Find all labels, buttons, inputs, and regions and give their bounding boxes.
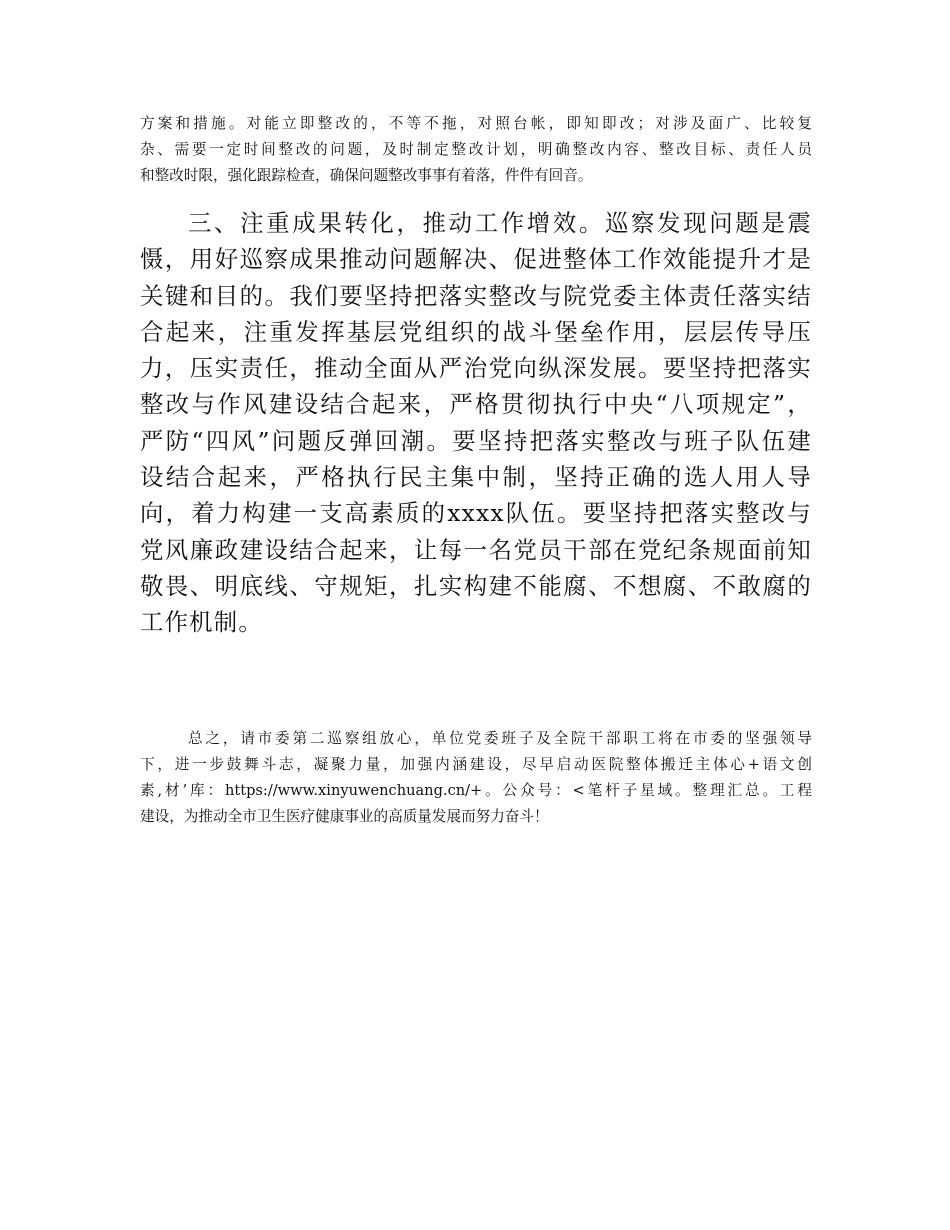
text-line: 党风廉政建设结合起来，让每一名党员干部在党纪条规面前知 [140, 535, 812, 564]
text-line: 杂、需要一定时间整改的问题，及时制定整改计划，明确整改内容、整改目标、责任人员 [140, 141, 812, 158]
text-line: 严防“四风”问题反弹回潮。要坚持把落实整改与班子队伍建 [140, 426, 812, 455]
text-line: 三、注重成果转化，推动工作增效。巡察发现问题是震 [188, 209, 812, 237]
text-line: 方案和措施。对能立即整改的，不等不拖，对照台帐，即知即改；对涉及面广、比较复 [140, 115, 812, 132]
text-line: 敬畏、明底线、守规矩，扎实构建不能腐、不想腐、不敢腐的 [140, 571, 812, 600]
text-line: 下，进一步鼓舞斗志，凝聚力量，加强内涵建设，尽早启动医院整体搬迁主体心+语文创 [140, 756, 812, 773]
text-line: 向，着力构建一支高素质的xxxx队伍。要坚持把落实整改与 [140, 499, 812, 528]
text-line: 素,材’库：https://www.xinyuwenchuang.cn/+。公众号：<笔杆子星域。整理汇总。工程 [140, 782, 812, 799]
text-line: 力，压实责任，推动全面从严治党向纵深发展。要坚持把落实 [140, 354, 812, 383]
paragraph-closing [140, 726, 812, 830]
text-line: 建设，为推动全市卫生医疗健康事业的高质量发展而努力奋斗！ [140, 808, 549, 825]
text-line: 关键和目的。我们要坚持把落实整改与院党委主体责任落实结 [140, 281, 812, 310]
text-line: 工作机制。 [140, 608, 263, 637]
text-line: 整改与作风建设结合起来，严格贯彻执行中央“八项规定”， [140, 390, 812, 419]
text-line: 和整改时限，强化跟踪检查，确保问题整改事事有着落，件件有回音。 [140, 167, 593, 184]
text-line: 总之，请市委第二巡察组放心，单位党委班子及全院干部职工将在市委的坚强领导 [188, 730, 812, 747]
paragraph-section-three [140, 205, 812, 641]
text-line: 设结合起来，严格执行民主集中制，坚持正确的选人用人导 [140, 463, 812, 492]
text-line: 合起来，注重发挥基层党组织的战斗堡垒作用，层层传导压 [140, 317, 812, 346]
text-line: 慑，用好巡察成果推动问题解决、促进整体工作效能提升才是 [140, 245, 812, 274]
paragraph-continuation [140, 111, 812, 189]
